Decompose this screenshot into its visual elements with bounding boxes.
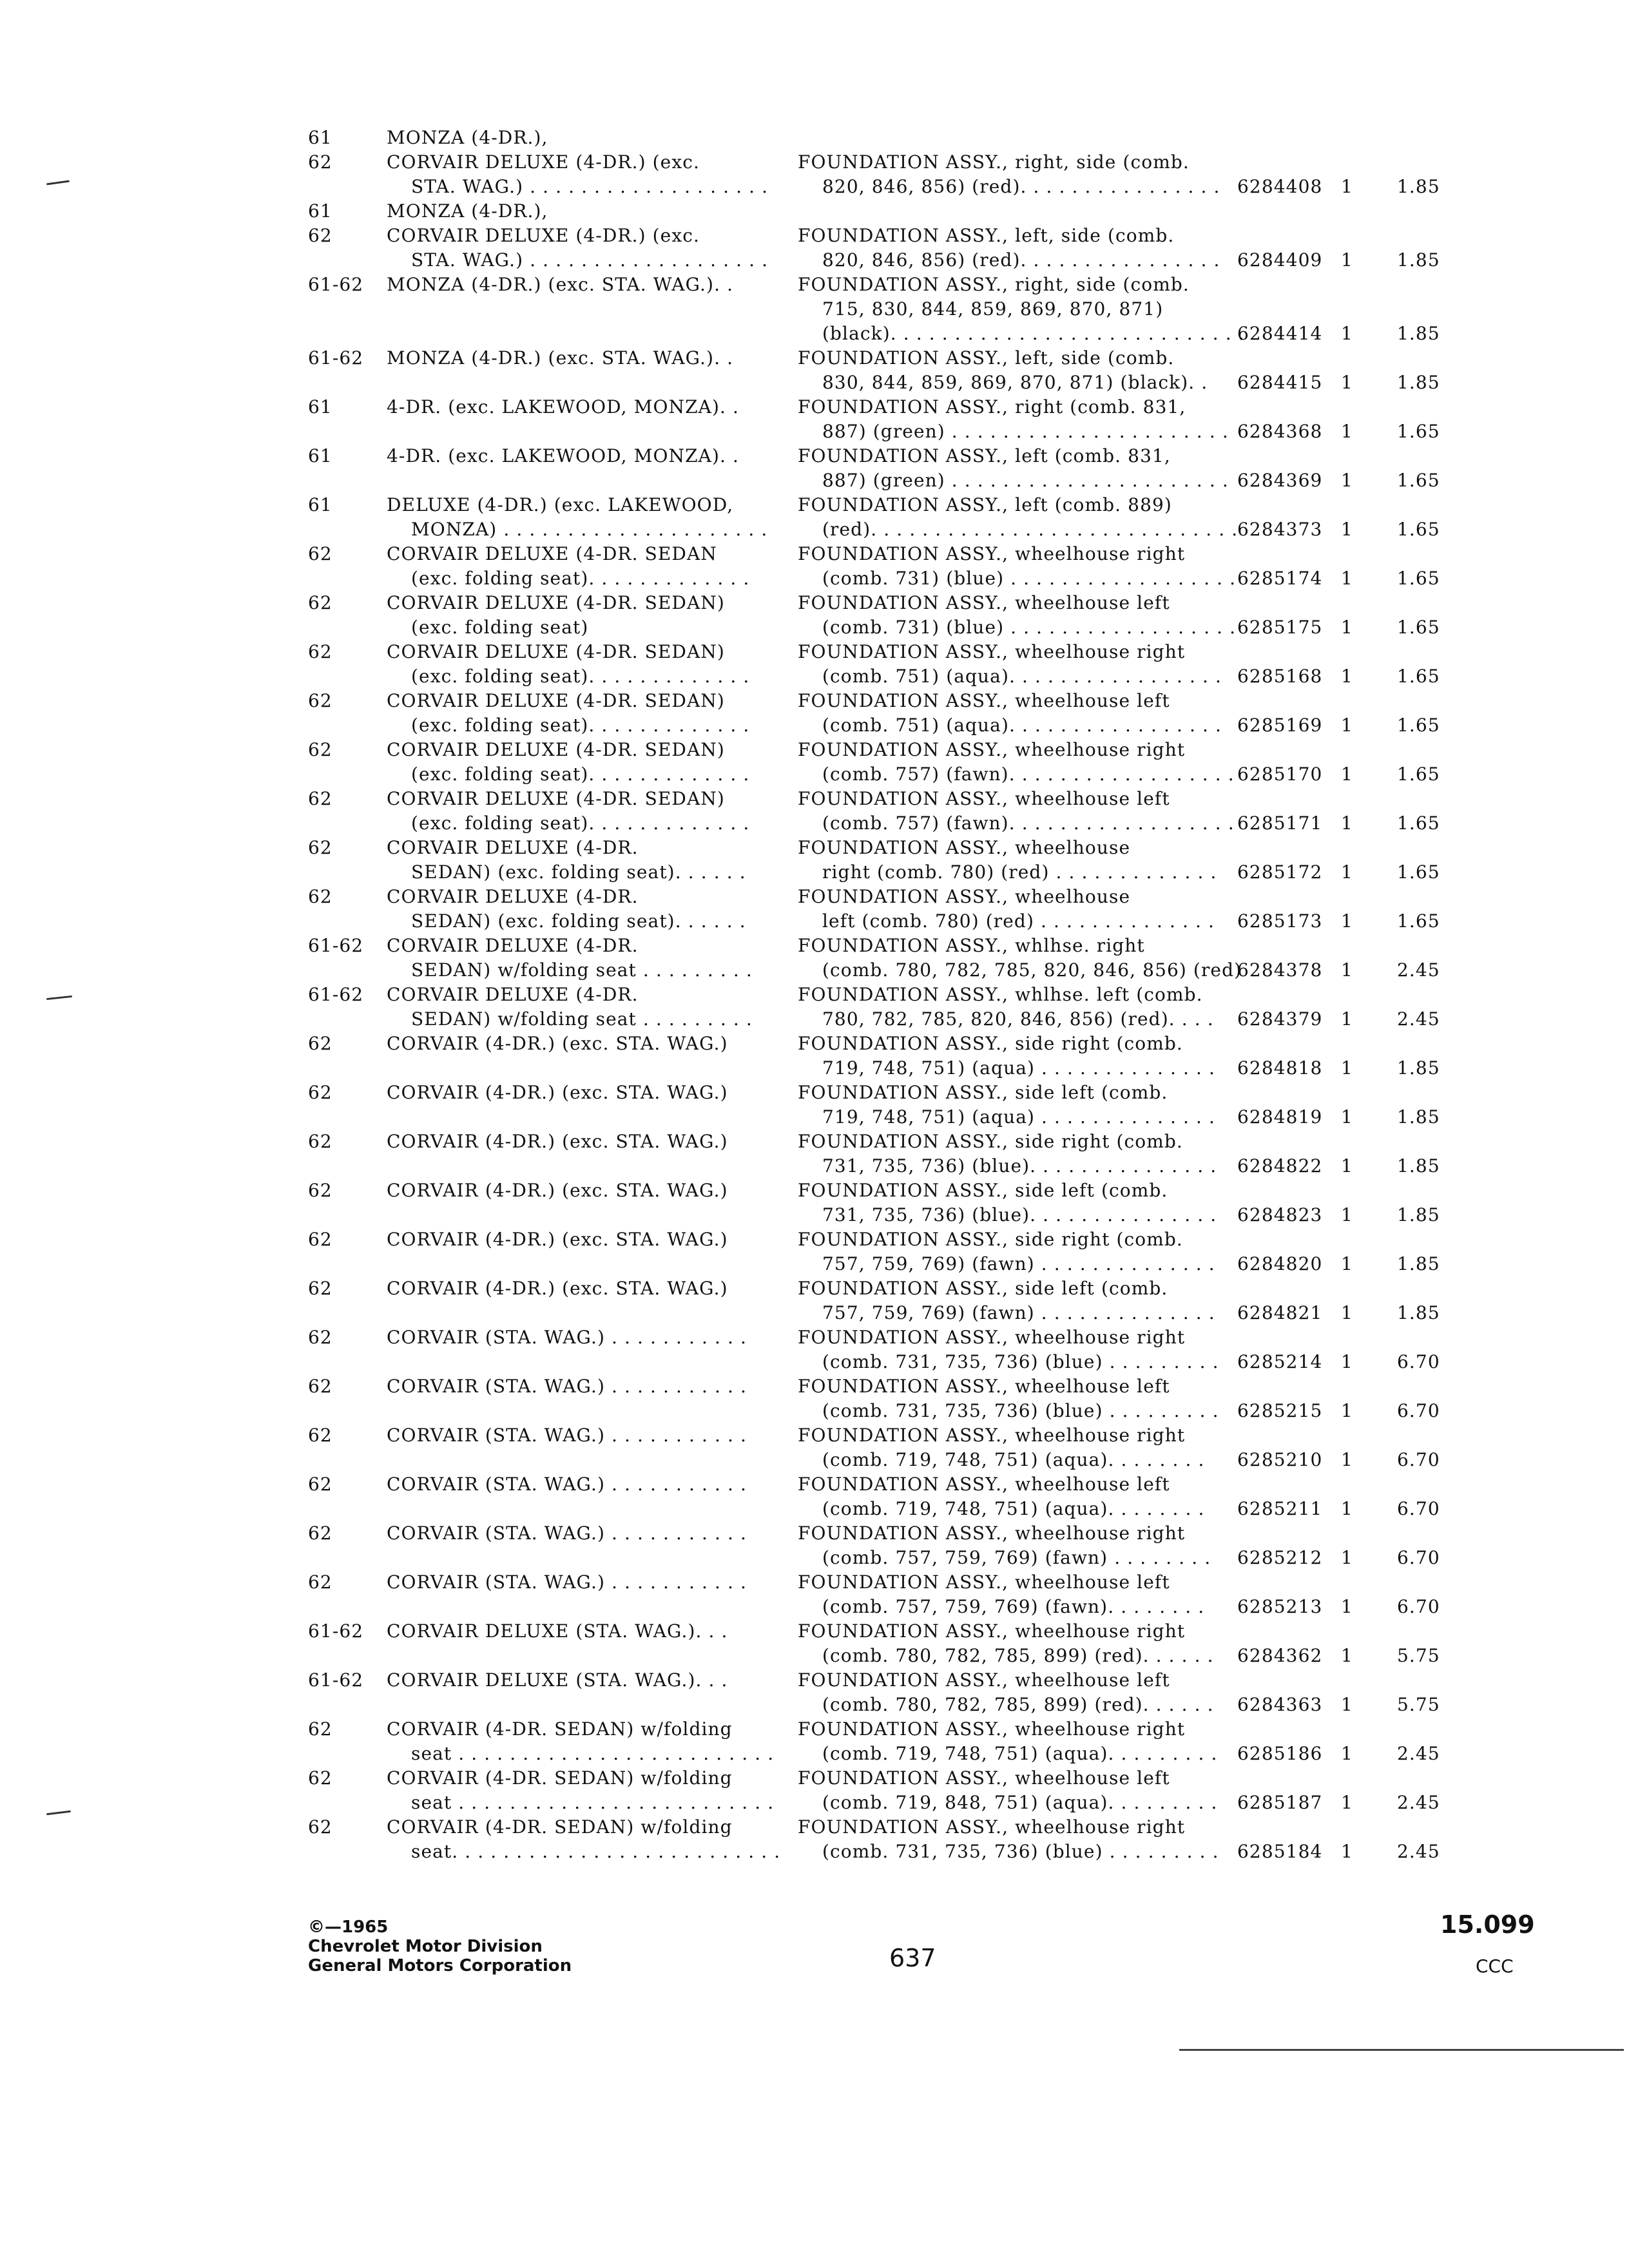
model-text: (exc. folding seat). . . . . . . . . . . . . xyxy=(411,812,750,834)
part-number: 6285187 xyxy=(1237,1792,1323,1813)
price: 1.85 xyxy=(1397,372,1440,393)
part-number: 6284819 xyxy=(1237,1106,1323,1128)
quantity: 1 xyxy=(1341,861,1353,883)
part-number: 6285171 xyxy=(1237,812,1323,834)
model-text: CORVAIR (STA. WAG.) . . . . . . . . . . . xyxy=(387,1327,747,1348)
model-year: 62 xyxy=(308,1327,333,1348)
part-description: (comb. 731) (blue) . . . . . . . . . . . . . . . . . . xyxy=(822,617,1237,638)
part-description: FOUNDATION ASSY., wheelhouse left xyxy=(798,1669,1170,1691)
part-description: (comb. 731, 735, 736) (blue) . . . . . . . . . xyxy=(822,1400,1219,1421)
part-description: FOUNDATION ASSY., right, side (comb. xyxy=(798,151,1190,173)
price: 1.65 xyxy=(1397,519,1440,540)
part-number: 6285210 xyxy=(1237,1449,1323,1470)
price: 1.65 xyxy=(1397,617,1440,638)
quantity: 1 xyxy=(1341,1400,1353,1421)
part-description: 820, 846, 856) (red). . . . . . . . . . . . . . . . xyxy=(822,176,1220,197)
quantity: 1 xyxy=(1341,249,1353,271)
quantity: 1 xyxy=(1341,1596,1353,1617)
part-number: 6284368 xyxy=(1237,421,1323,442)
model-text: CORVAIR (STA. WAG.) . . . . . . . . . . . xyxy=(387,1425,747,1446)
part-number: 6285211 xyxy=(1237,1498,1323,1519)
price: 6.70 xyxy=(1397,1498,1440,1519)
model-text: seat . . . . . . . . . . . . . . . . . . . . . . . . . xyxy=(411,1792,775,1813)
part-description: (comb. 719, 748, 751) (aqua). . . . . . . . . xyxy=(822,1743,1218,1764)
quantity: 1 xyxy=(1341,1645,1353,1666)
model-text: CORVAIR (STA. WAG.) . . . . . . . . . . . xyxy=(387,1523,747,1544)
part-number: 6285174 xyxy=(1237,568,1323,589)
part-description: 757, 759, 769) (fawn) . . . . . . . . . . . . . . xyxy=(822,1302,1215,1323)
quantity: 1 xyxy=(1341,1841,1353,1862)
footer-division: Chevrolet Motor Division xyxy=(308,1937,543,1956)
part-description: FOUNDATION ASSY., left (comb. 831, xyxy=(798,445,1171,466)
part-description: 731, 735, 736) (blue). . . . . . . . . . . . . . . xyxy=(822,1155,1217,1177)
price: 2.45 xyxy=(1397,1743,1440,1764)
price: 2.45 xyxy=(1397,1841,1440,1862)
part-number: 6284414 xyxy=(1237,323,1323,344)
model-text: (exc. folding seat) xyxy=(411,617,589,638)
part-description: (comb. 731, 735, 736) (blue) . . . . . . . . . xyxy=(822,1841,1219,1862)
part-description: FOUNDATION ASSY., wheelhouse left xyxy=(798,1376,1170,1397)
price: 1.85 xyxy=(1397,249,1440,271)
model-year: 61 xyxy=(308,494,333,515)
quantity: 1 xyxy=(1341,372,1353,393)
model-text: STA. WAG.) . . . . . . . . . . . . . . . . . . . xyxy=(411,249,769,271)
quantity: 1 xyxy=(1341,1351,1353,1372)
model-text: CORVAIR DELUXE (4-DR. xyxy=(387,935,639,956)
part-description: (comb. 751) (aqua). . . . . . . . . . . . . . . . . xyxy=(822,666,1222,687)
model-text: SEDAN) (exc. folding seat). . . . . . xyxy=(411,861,746,883)
quantity: 1 xyxy=(1341,910,1353,932)
part-description: FOUNDATION ASSY., wheelhouse right xyxy=(798,1425,1186,1446)
margin-mark xyxy=(46,180,70,186)
price: 1.85 xyxy=(1397,1106,1440,1128)
price: 1.65 xyxy=(1397,861,1440,883)
part-number: 6284818 xyxy=(1237,1057,1323,1079)
quantity: 1 xyxy=(1341,1743,1353,1764)
model-year: 62 xyxy=(308,1278,333,1299)
part-description: FOUNDATION ASSY., right, side (comb. xyxy=(798,274,1190,295)
model-text: CORVAIR DELUXE (STA. WAG.). . . xyxy=(387,1620,728,1642)
part-description: FOUNDATION ASSY., wheelhouse left xyxy=(798,788,1170,809)
part-number: 6284822 xyxy=(1237,1155,1323,1177)
price: 1.85 xyxy=(1397,1155,1440,1177)
model-year: 62 xyxy=(308,1523,333,1544)
part-description: FOUNDATION ASSY., wheelhouse xyxy=(798,886,1131,907)
model-year: 61 xyxy=(308,445,333,466)
price: 1.65 xyxy=(1397,910,1440,932)
model-year: 61-62 xyxy=(308,935,364,956)
model-year: 62 xyxy=(308,886,333,907)
part-number: 6284373 xyxy=(1237,519,1323,540)
model-year: 62 xyxy=(308,1571,333,1593)
price: 1.85 xyxy=(1397,1057,1440,1079)
model-text: CORVAIR (STA. WAG.) . . . . . . . . . . . xyxy=(387,1376,747,1397)
model-text: MONZA (4-DR.) (exc. STA. WAG.). . xyxy=(387,274,734,295)
margin-mark xyxy=(46,1811,71,1816)
price: 5.75 xyxy=(1397,1645,1440,1666)
part-number: 6284821 xyxy=(1237,1302,1323,1323)
quantity: 1 xyxy=(1341,1498,1353,1519)
model-text: seat. . . . . . . . . . . . . . . . . . . . . . . . . . xyxy=(411,1841,781,1862)
quantity: 1 xyxy=(1341,176,1353,197)
quantity: 1 xyxy=(1341,1008,1353,1030)
model-text: CORVAIR DELUXE (4-DR. SEDAN) xyxy=(387,592,725,613)
part-description: FOUNDATION ASSY., left (comb. 889) xyxy=(798,494,1172,515)
price: 6.70 xyxy=(1397,1400,1440,1421)
model-text: CORVAIR (4-DR. SEDAN) w/folding xyxy=(387,1816,733,1838)
model-text: CORVAIR (4-DR.) (exc. STA. WAG.) xyxy=(387,1131,728,1152)
quantity: 1 xyxy=(1341,1302,1353,1323)
part-number: 6284415 xyxy=(1237,372,1323,393)
model-text: MONZA) . . . . . . . . . . . . . . . . . . . . . xyxy=(411,519,768,540)
part-number: 6284820 xyxy=(1237,1253,1323,1274)
part-description: FOUNDATION ASSY., wheelhouse left xyxy=(798,1571,1170,1593)
quantity: 1 xyxy=(1341,1547,1353,1568)
model-year: 62 xyxy=(308,1033,333,1054)
part-number: 6285213 xyxy=(1237,1596,1323,1617)
model-year: 62 xyxy=(308,1425,333,1446)
price: 1.85 xyxy=(1397,1253,1440,1274)
model-text: CORVAIR (4-DR.) (exc. STA. WAG.) xyxy=(387,1082,728,1103)
model-year: 61 xyxy=(308,200,333,222)
part-number: 6284369 xyxy=(1237,470,1323,491)
part-description: FOUNDATION ASSY., right (comb. 831, xyxy=(798,396,1186,418)
price: 1.65 xyxy=(1397,715,1440,736)
quantity: 1 xyxy=(1341,1792,1353,1813)
model-text: CORVAIR DELUXE (4-DR. SEDAN xyxy=(387,543,717,564)
price: 1.65 xyxy=(1397,568,1440,589)
model-text: STA. WAG.) . . . . . . . . . . . . . . . . . . . xyxy=(411,176,769,197)
model-text: CORVAIR (4-DR. SEDAN) w/folding xyxy=(387,1718,733,1740)
price: 6.70 xyxy=(1397,1596,1440,1617)
part-description: (comb. 757, 759, 769) (fawn). . . . . . . . xyxy=(822,1596,1205,1617)
part-description: FOUNDATION ASSY., side left (comb. xyxy=(798,1082,1168,1103)
price: 2.45 xyxy=(1397,959,1440,981)
price: 1.65 xyxy=(1397,470,1440,491)
price: 1.65 xyxy=(1397,764,1440,785)
section-number: 15.099 xyxy=(1440,1910,1535,1939)
part-number: 6285170 xyxy=(1237,764,1323,785)
model-text: SEDAN) w/folding seat . . . . . . . . . xyxy=(411,1008,753,1030)
model-text: MONZA (4-DR.) (exc. STA. WAG.). . xyxy=(387,347,734,369)
part-description: (comb. 719, 848, 751) (aqua). . . . . . . . . xyxy=(822,1792,1218,1813)
part-number: 6284409 xyxy=(1237,249,1323,271)
price: 6.70 xyxy=(1397,1547,1440,1568)
price: 1.85 xyxy=(1397,1302,1440,1323)
part-description: FOUNDATION ASSY., whlhse. right xyxy=(798,935,1145,956)
model-year: 62 xyxy=(308,837,333,858)
model-text: (exc. folding seat). . . . . . . . . . . . . xyxy=(411,568,750,589)
model-text: CORVAIR DELUXE (STA. WAG.). . . xyxy=(387,1669,728,1691)
part-description: FOUNDATION ASSY., side left (comb. xyxy=(798,1278,1168,1299)
part-description: FOUNDATION ASSY., side right (comb. xyxy=(798,1033,1183,1054)
part-description: FOUNDATION ASSY., wheelhouse xyxy=(798,837,1131,858)
price: 6.70 xyxy=(1397,1351,1440,1372)
part-number: 6285215 xyxy=(1237,1400,1323,1421)
price: 1.65 xyxy=(1397,666,1440,687)
part-description: 731, 735, 736) (blue). . . . . . . . . . . . . . . xyxy=(822,1204,1217,1225)
quantity: 1 xyxy=(1341,1155,1353,1177)
model-text: DELUXE (4-DR.) (exc. LAKEWOOD, xyxy=(387,494,734,515)
quantity: 1 xyxy=(1341,1106,1353,1128)
part-description: FOUNDATION ASSY., wheelhouse right xyxy=(798,1718,1186,1740)
part-number: 6285214 xyxy=(1237,1351,1323,1372)
model-text: CORVAIR DELUXE (4-DR. SEDAN) xyxy=(387,739,725,760)
quantity: 1 xyxy=(1341,1253,1353,1274)
model-text: SEDAN) w/folding seat . . . . . . . . . xyxy=(411,959,753,981)
model-text: CORVAIR DELUXE (4-DR. SEDAN) xyxy=(387,788,725,809)
model-year: 62 xyxy=(308,1082,333,1103)
part-description: (comb. 757) (fawn). . . . . . . . . . . . . . . . . . xyxy=(822,764,1235,785)
model-year: 62 xyxy=(308,225,333,246)
part-description: (comb. 780, 782, 785, 820, 846, 856) (red) xyxy=(822,959,1242,981)
part-description: FOUNDATION ASSY., left, side (comb. xyxy=(798,347,1175,369)
part-description: FOUNDATION ASSY., wheelhouse right xyxy=(798,1620,1186,1642)
model-text: CORVAIR (4-DR. SEDAN) w/folding xyxy=(387,1767,733,1789)
part-number: 6285169 xyxy=(1237,715,1323,736)
price: 1.85 xyxy=(1397,176,1440,197)
model-text: CORVAIR (STA. WAG.) . . . . . . . . . . . xyxy=(387,1571,747,1593)
part-number: 6284379 xyxy=(1237,1008,1323,1030)
part-description: FOUNDATION ASSY., side left (comb. xyxy=(798,1180,1168,1201)
model-text: MONZA (4-DR.), xyxy=(387,127,548,148)
price: 1.65 xyxy=(1397,421,1440,442)
part-description: (comb. 757, 759, 769) (fawn) . . . . . . . . xyxy=(822,1547,1211,1568)
part-description: FOUNDATION ASSY., wheelhouse right xyxy=(798,543,1186,564)
quantity: 1 xyxy=(1341,959,1353,981)
part-description: 719, 748, 751) (aqua) . . . . . . . . . . . . . . xyxy=(822,1106,1216,1128)
model-text: MONZA (4-DR.), xyxy=(387,200,548,222)
part-description: FOUNDATION ASSY., side right (comb. xyxy=(798,1229,1183,1250)
model-year: 62 xyxy=(308,543,333,564)
part-description: (comb. 731, 735, 736) (blue) . . . . . . . . . xyxy=(822,1351,1219,1372)
part-description: FOUNDATION ASSY., wheelhouse right xyxy=(798,1816,1186,1838)
quantity: 1 xyxy=(1341,617,1353,638)
model-year: 62 xyxy=(308,641,333,662)
part-description: (comb. 780, 782, 785, 899) (red). . . . . . xyxy=(822,1694,1214,1715)
model-text: SEDAN) (exc. folding seat). . . . . . xyxy=(411,910,746,932)
part-description: left (comb. 780) (red) . . . . . . . . . . . . . . xyxy=(822,910,1215,932)
model-year: 62 xyxy=(308,1131,333,1152)
part-description: FOUNDATION ASSY., wheelhouse right xyxy=(798,641,1186,662)
part-description: FOUNDATION ASSY., wheelhouse right xyxy=(798,1523,1186,1544)
model-year: 61-62 xyxy=(308,984,364,1005)
part-description: FOUNDATION ASSY., wheelhouse left xyxy=(798,690,1170,711)
model-text: 4-DR. (exc. LAKEWOOD, MONZA). . xyxy=(387,445,740,466)
model-year: 62 xyxy=(308,1180,333,1201)
quantity: 1 xyxy=(1341,323,1353,344)
model-year: 62 xyxy=(308,1229,333,1250)
quantity: 1 xyxy=(1341,568,1353,589)
model-text: CORVAIR DELUXE (4-DR.) (exc. xyxy=(387,225,700,246)
part-description: 830, 844, 859, 869, 870, 871) (black). . xyxy=(822,372,1208,393)
part-description: FOUNDATION ASSY., left, side (comb. xyxy=(798,225,1175,246)
model-year: 61-62 xyxy=(308,274,364,295)
part-number: 6284408 xyxy=(1237,176,1323,197)
part-description: 780, 782, 785, 820, 846, 856) (red). . . . xyxy=(822,1008,1214,1030)
model-text: seat . . . . . . . . . . . . . . . . . . . . . . . . . xyxy=(411,1743,775,1764)
part-description: FOUNDATION ASSY., wheelhouse left xyxy=(798,1767,1170,1789)
model-year: 62 xyxy=(308,1816,333,1838)
price: 5.75 xyxy=(1397,1694,1440,1715)
part-description: (red). . . . . . . . . . . . . . . . . . . . . . . . . . . . . xyxy=(822,519,1239,540)
model-year: 61-62 xyxy=(308,1669,364,1691)
part-description: right (comb. 780) (red) . . . . . . . . . . . . . xyxy=(822,861,1217,883)
model-year: 62 xyxy=(308,1376,333,1397)
model-year: 62 xyxy=(308,788,333,809)
part-number: 6284363 xyxy=(1237,1694,1323,1715)
model-text: CORVAIR DELUXE (4-DR. xyxy=(387,837,639,858)
model-text: CORVAIR DELUXE (4-DR. SEDAN) xyxy=(387,641,725,662)
model-year: 62 xyxy=(308,690,333,711)
catalog-code: CCC xyxy=(1476,1956,1514,1977)
part-description: 820, 846, 856) (red). . . . . . . . . . . . . . . . xyxy=(822,249,1220,271)
model-text: (exc. folding seat). . . . . . . . . . . . . xyxy=(411,764,750,785)
quantity: 1 xyxy=(1341,1204,1353,1225)
part-number: 6284362 xyxy=(1237,1645,1323,1666)
price: 6.70 xyxy=(1397,1449,1440,1470)
part-number: 6285173 xyxy=(1237,910,1323,932)
part-description: 715, 830, 844, 859, 869, 870, 871) xyxy=(822,298,1164,320)
price: 1.85 xyxy=(1397,1204,1440,1225)
part-description: (comb. 780, 782, 785, 899) (red). . . . . . xyxy=(822,1645,1214,1666)
model-year: 61-62 xyxy=(308,347,364,369)
model-year: 62 xyxy=(308,1474,333,1495)
part-number: 6285184 xyxy=(1237,1841,1323,1862)
model-text: CORVAIR DELUXE (4-DR.) (exc. xyxy=(387,151,700,173)
model-text: CORVAIR (STA. WAG.) . . . . . . . . . . . xyxy=(387,1474,747,1495)
part-description: FOUNDATION ASSY., wheelhouse right xyxy=(798,1327,1186,1348)
part-description: (comb. 719, 748, 751) (aqua). . . . . . . . xyxy=(822,1449,1205,1470)
quantity: 1 xyxy=(1341,715,1353,736)
model-year: 62 xyxy=(308,1767,333,1789)
footer-copyright: ©—1965 xyxy=(308,1917,389,1937)
quantity: 1 xyxy=(1341,1449,1353,1470)
quantity: 1 xyxy=(1341,764,1353,785)
part-number: 6284823 xyxy=(1237,1204,1323,1225)
model-text: 4-DR. (exc. LAKEWOOD, MONZA). . xyxy=(387,396,740,418)
part-description: (comb. 731) (blue) . . . . . . . . . . . . . . . . . . xyxy=(822,568,1237,589)
model-year: 62 xyxy=(308,592,333,613)
model-text: CORVAIR (4-DR.) (exc. STA. WAG.) xyxy=(387,1033,728,1054)
quantity: 1 xyxy=(1341,1057,1353,1079)
model-year: 62 xyxy=(308,151,333,173)
model-text: (exc. folding seat). . . . . . . . . . . . . xyxy=(411,715,750,736)
part-description: (comb. 757) (fawn). . . . . . . . . . . . . . . . . . xyxy=(822,812,1235,834)
price: 1.85 xyxy=(1397,323,1440,344)
part-number: 6285186 xyxy=(1237,1743,1323,1764)
model-year: 62 xyxy=(308,739,333,760)
part-description: FOUNDATION ASSY., wheelhouse left xyxy=(798,592,1170,613)
quantity: 1 xyxy=(1341,470,1353,491)
part-description: 757, 759, 769) (fawn) . . . . . . . . . . . . . . xyxy=(822,1253,1215,1274)
part-number: 6284378 xyxy=(1237,959,1323,981)
model-text: CORVAIR (4-DR.) (exc. STA. WAG.) xyxy=(387,1278,728,1299)
part-number: 6285212 xyxy=(1237,1547,1323,1568)
price: 2.45 xyxy=(1397,1008,1440,1030)
quantity: 1 xyxy=(1341,1694,1353,1715)
model-text: (exc. folding seat). . . . . . . . . . . . . xyxy=(411,666,750,687)
quantity: 1 xyxy=(1341,421,1353,442)
footer-corporation: General Motors Corporation xyxy=(308,1956,572,1975)
margin-mark xyxy=(46,995,72,1000)
part-description: (comb. 751) (aqua). . . . . . . . . . . . . . . . . xyxy=(822,715,1222,736)
quantity: 1 xyxy=(1341,519,1353,540)
model-year: 62 xyxy=(308,1718,333,1740)
part-description: 719, 748, 751) (aqua) . . . . . . . . . . . . . . xyxy=(822,1057,1216,1079)
page-number: 637 xyxy=(889,1944,936,1972)
part-description: FOUNDATION ASSY., side right (comb. xyxy=(798,1131,1183,1152)
model-year: 61-62 xyxy=(308,1620,364,1642)
model-text: CORVAIR DELUXE (4-DR. xyxy=(387,886,639,907)
part-description: FOUNDATION ASSY., wheelhouse right xyxy=(798,739,1186,760)
part-description: (comb. 719, 748, 751) (aqua). . . . . . . . xyxy=(822,1498,1205,1519)
quantity: 1 xyxy=(1341,812,1353,834)
quantity: 1 xyxy=(1341,666,1353,687)
part-number: 6285175 xyxy=(1237,617,1323,638)
model-year: 61 xyxy=(308,396,333,418)
part-description: FOUNDATION ASSY., wheelhouse left xyxy=(798,1474,1170,1495)
part-number: 6285172 xyxy=(1237,861,1323,883)
part-number: 6285168 xyxy=(1237,666,1323,687)
model-text: CORVAIR DELUXE (4-DR. SEDAN) xyxy=(387,690,725,711)
bottom-rule xyxy=(1179,2049,1624,2051)
model-text: CORVAIR (4-DR.) (exc. STA. WAG.) xyxy=(387,1180,728,1201)
model-year: 61 xyxy=(308,127,333,148)
part-description: 887) (green) . . . . . . . . . . . . . . . . . . . . . . xyxy=(822,470,1229,491)
part-description: 887) (green) . . . . . . . . . . . . . . . . . . . . . . xyxy=(822,421,1229,442)
model-text: CORVAIR (4-DR.) (exc. STA. WAG.) xyxy=(387,1229,728,1250)
price: 2.45 xyxy=(1397,1792,1440,1813)
model-text: CORVAIR DELUXE (4-DR. xyxy=(387,984,639,1005)
price: 1.65 xyxy=(1397,812,1440,834)
part-description: (black). . . . . . . . . . . . . . . . . . . . . . . . . . . . xyxy=(822,323,1245,344)
part-description: FOUNDATION ASSY., whlhse. left (comb. xyxy=(798,984,1203,1005)
